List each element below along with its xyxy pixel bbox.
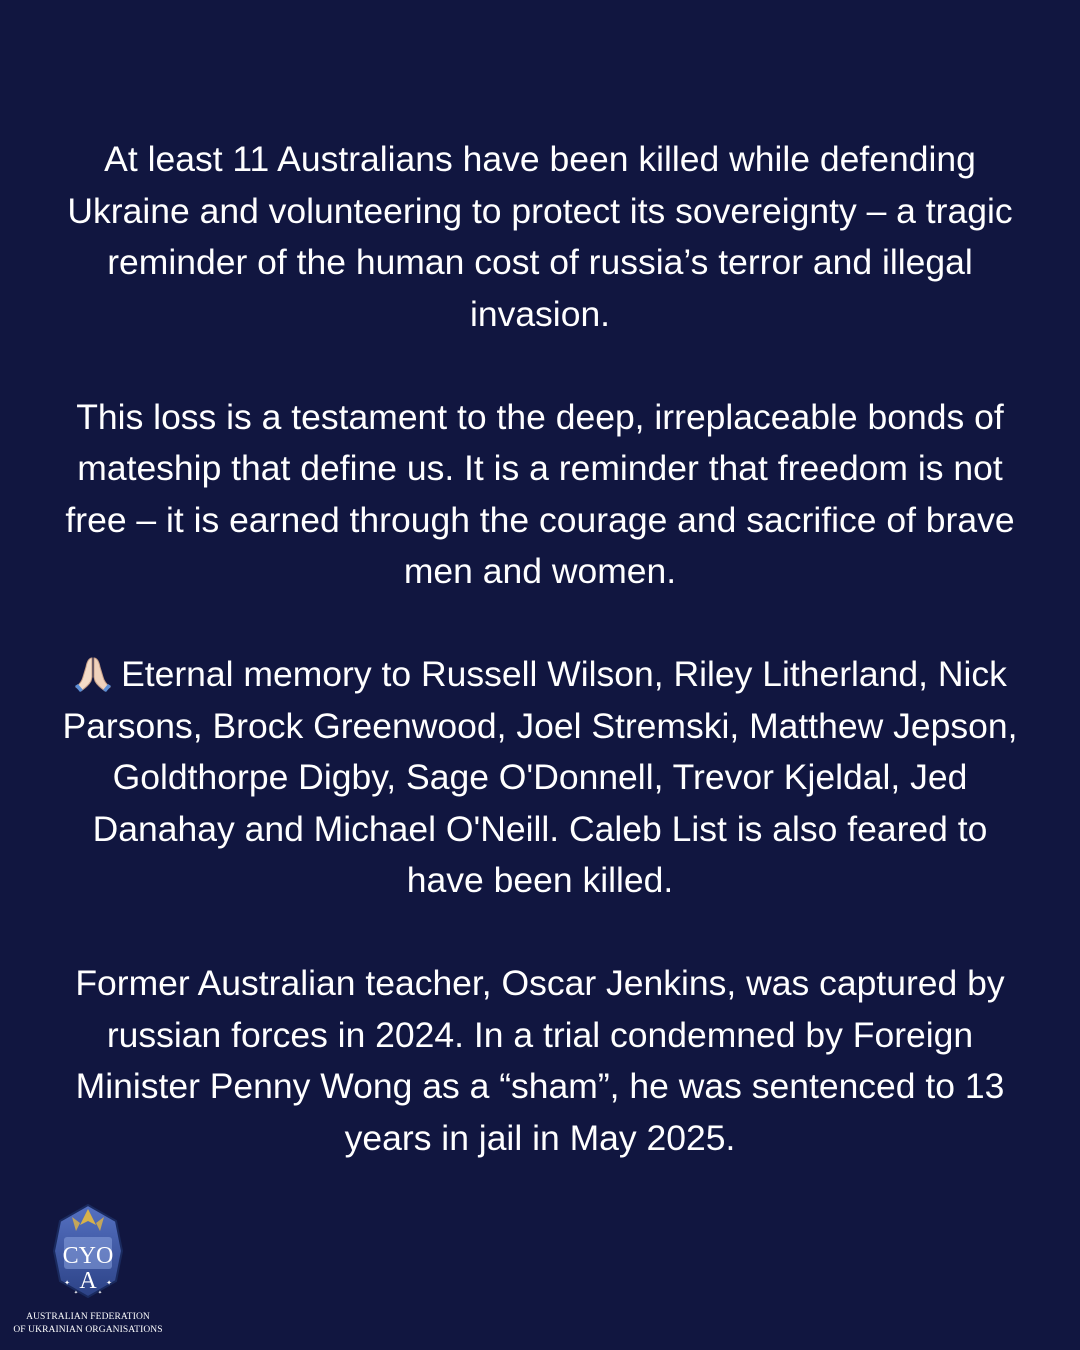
- folded-hands-icon: [73, 653, 113, 693]
- org-name-line-1: AUSTRALIAN FEDERATION: [26, 1312, 150, 1322]
- paragraph-casualties: At least 11 Australians have been killed while defending Ukraine and volunteering to protect its sovereignty – a tragic reminder of the human cost of russia’s terror and illegal invasion.: [67, 139, 1013, 334]
- svg-text:✦: ✦: [106, 1279, 112, 1287]
- memorial-text: Eternal memory to Russell Wilson, Riley Litherland, Nick Parsons, Brock Greenwood, Joel Stremski, Matthew Jepson, Goldthorpe Digby, Sage O'Donnell, Trevor Kjeldal, Jed Danahay and Michael O'Neill. Caleb List is also feared to have been killed.: [62, 654, 1018, 900]
- svg-text:✦: ✦: [64, 1279, 70, 1287]
- post-text: [60, 134, 1020, 1164]
- paragraph-mateship: This loss is a testament to the deep, irreplaceable bonds of mateship that define us. It is a reminder that freedom is not free – it is earned through the courage and sacrifice of brave men and women.: [65, 396, 1015, 591]
- org-name-line-2: OF UKRAINIAN ORGANISATIONS: [13, 1325, 163, 1335]
- cyo-logo: [50, 1203, 126, 1299]
- logo-letter-a: A: [79, 1268, 97, 1294]
- paragraph-memorial: [60, 649, 1020, 907]
- org-name: [6, 1311, 170, 1337]
- svg-text:✦: ✦: [97, 1290, 103, 1296]
- paragraph-prisoner: Former Australian teacher, Oscar Jenkins, was captured by russian forces in 2024. In a trial condemned by Foreign Minister Penny Wong as a “sham”, he was sentenced to 13 years in jail in May 2025.: [75, 963, 1005, 1158]
- logo-monogram: CYO: [62, 1243, 114, 1269]
- svg-text:✦: ✦: [73, 1290, 79, 1296]
